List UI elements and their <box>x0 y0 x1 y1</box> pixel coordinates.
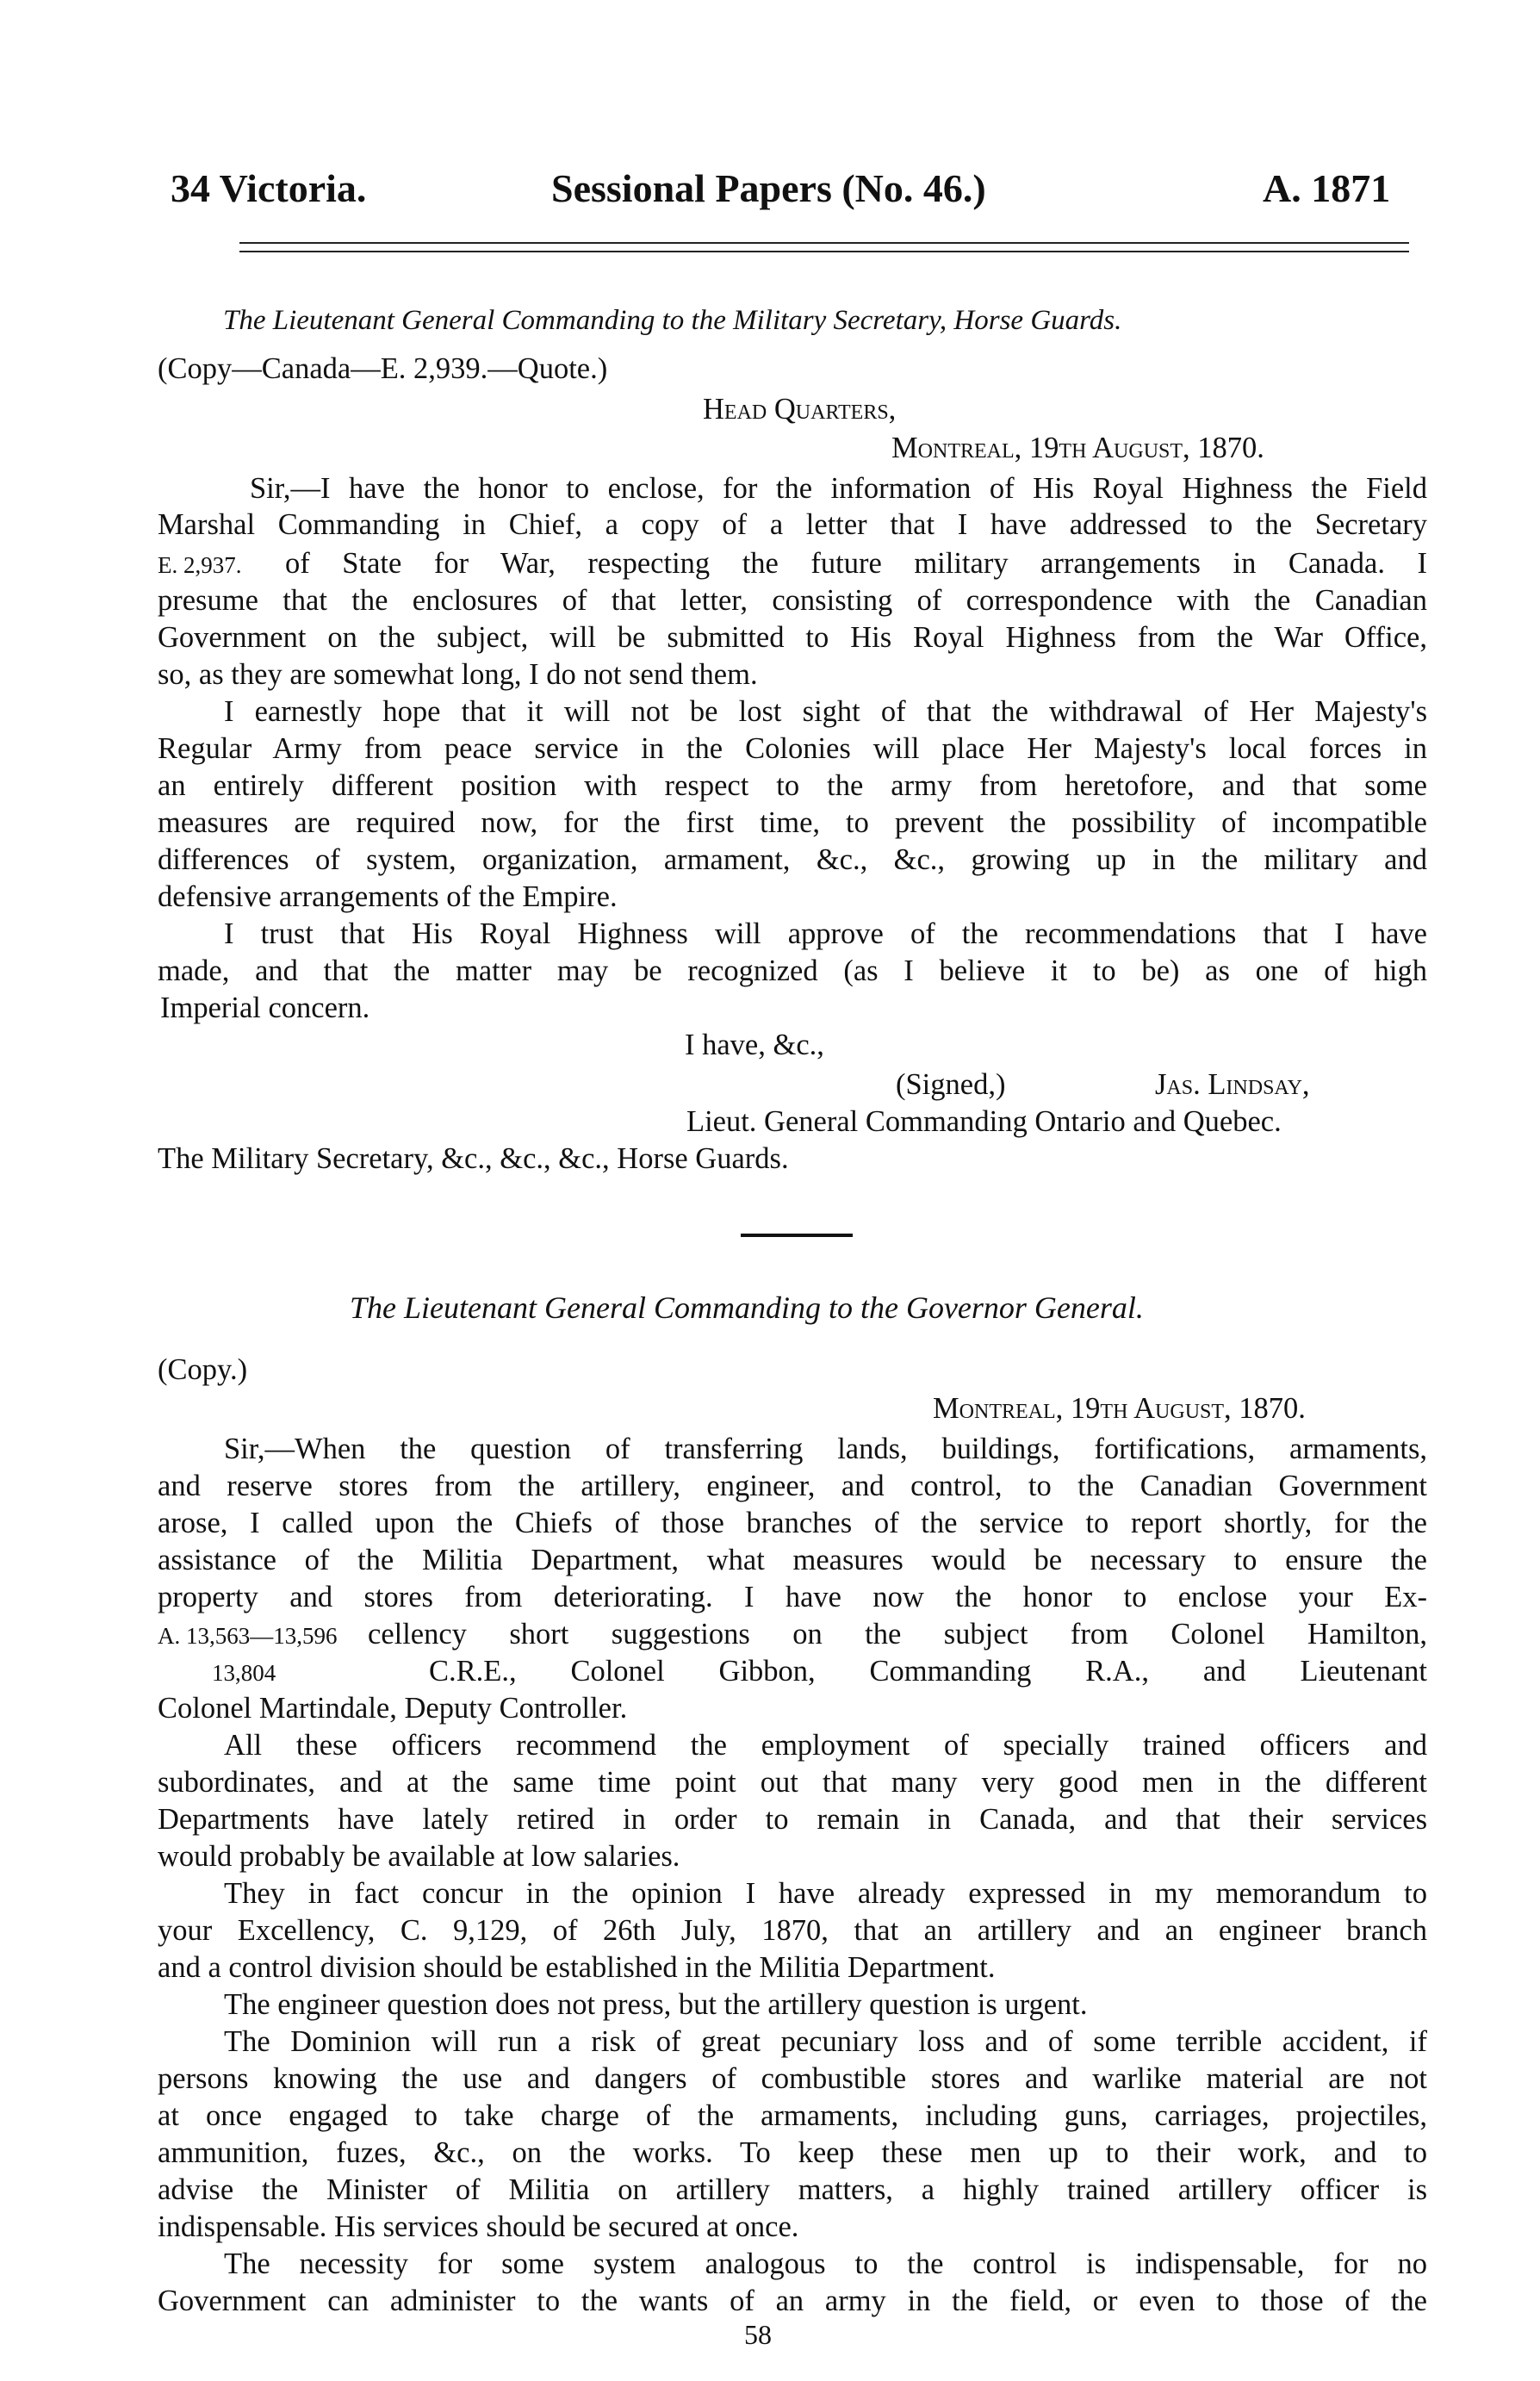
letter2-margin-note: A. 13,563—13,596 <box>158 1623 338 1649</box>
letter2-line: C.R.E., Colonel Gibbon, Commanding R.A., and Lieutenant <box>429 1655 1427 1688</box>
letter1-line: I trust that His Royal Highness will approve of the recommendations that I have <box>224 917 1427 950</box>
letter1-date: Montreal, 19th August, 1870. <box>891 432 1264 464</box>
letter1-line: so, as they are somewhat long, I do not send them. <box>158 658 758 691</box>
letter2-line: ammunition, fuzes, &c., on the works. To keep these men up to their work, and to <box>158 2136 1427 2169</box>
letter2-line: and reserve stores from the artillery, engineer, and control, to the Canadian Government <box>158 1470 1427 1502</box>
letter1-title: The Lieutenant General Commanding to the Military Secretary, Horse Guards. <box>223 305 1122 336</box>
letter2-line: assistance of the Militia Department, what measures would be necessary to ensure the <box>158 1544 1427 1576</box>
letter2-line: arose, I called upon the Chiefs of those branches of the service to report shortly, for the <box>158 1507 1427 1539</box>
page-number: 58 <box>744 2319 772 2350</box>
letter1-margin-note: E. 2,937. <box>158 552 242 578</box>
letter1-signature: Jas. Lindsay, <box>1155 1068 1310 1101</box>
letter1-line: measures are required now, for the first time, to prevent the possibility of incompatible <box>158 806 1427 839</box>
letter2-line: would probably be available at low salaries. <box>158 1840 680 1873</box>
letter2-line: The necessity for some system analogous to the control is indispensable, for no <box>224 2247 1427 2280</box>
letter2-line: your Excellency, C. 9,129, of 26th July, 1870, that an artillery and an engineer branch <box>158 1914 1427 1947</box>
letter2-line: The engineer question does not press, but the artillery question is urgent. <box>224 1988 1088 2021</box>
letter2-line: Departments have lately retired in order to remain in Canada, and that their services <box>158 1803 1427 1836</box>
letter2-line: Colonel Martindale, Deputy Controller. <box>158 1692 628 1725</box>
letter2-line: The Dominion will run a risk of great pecuniary loss and of some terrible accident, if <box>224 2025 1427 2058</box>
letter1-rank: Lieut. General Commanding Ontario and Quebec. <box>686 1105 1282 1138</box>
letter2-line: They in fact concur in the opinion I have already expressed in my memorandum to <box>224 1877 1427 1910</box>
header-year: A. 1871 <box>1263 166 1391 210</box>
letter2-line: persons knowing the use and dangers of combustible stores and warlike material are not <box>158 2062 1427 2095</box>
letter1-line: of State for War, respecting the future military arrangements in Canada. I <box>285 547 1427 580</box>
letter1-signed: (Signed,) <box>896 1068 1006 1101</box>
letter2-line: advise the Minister of Militia on artillery matters, a highly trained artillery officer is <box>158 2173 1427 2206</box>
header-rule-top <box>239 242 1409 244</box>
letter1-line: defensive arrangements of the Empire. <box>158 880 618 913</box>
letter2-line: property and stores from deteriorating. I have now the honor to enclose your Ex- <box>158 1581 1427 1613</box>
letter2-line: subordinates, and at the same time point out that many very good men in the different <box>158 1766 1427 1799</box>
letter1-line: Regular Army from peace service in the Colonies will place Her Majesty's local forces in <box>158 732 1427 765</box>
header-title: Sessional Papers (No. 46.) <box>551 166 986 210</box>
letter1-line: Government on the subject, will be submitted to His Royal Highness from the War Office, <box>158 621 1427 654</box>
header-rule-bottom <box>239 251 1409 252</box>
letter1-line: an entirely different position with respect to the army from heretofore, and that some <box>158 769 1427 802</box>
letter1-line: made, and that the matter may be recognized (as I believe it to be) as one of high <box>158 954 1427 987</box>
letter2-line: at once engaged to take charge of the armaments, including guns, carriages, projectiles, <box>158 2099 1427 2132</box>
header-session: 34 Victoria. <box>171 166 367 210</box>
letter1-line: Imperial concern. <box>160 992 370 1024</box>
letter2-date: Montreal, 19th August, 1870. <box>933 1392 1306 1425</box>
letter2-ref: (Copy.) <box>158 1353 248 1386</box>
letter1-line: I earnestly hope that it will not be lost sight of that the withdrawal of Her Majesty's <box>224 695 1427 728</box>
letter2-line: and a control division should be established in the Militia Department. <box>158 1951 996 1984</box>
letter1-line: differences of system, organization, armament, &c., &c., growing up in the military and <box>158 843 1427 876</box>
letter1-ref: (Copy—Canada—E. 2,939.—Quote.) <box>158 352 608 385</box>
letter1-addressee: The Military Secretary, &c., &c., &c., Horse Guards. <box>158 1142 789 1175</box>
letter2-line: Sir,—When the question of transferring lands, buildings, fortifications, armaments, <box>224 1433 1427 1465</box>
letter2-line: All these officers recommend the employment of specially trained officers and <box>224 1729 1427 1762</box>
letter1-place: Head Quarters, <box>703 393 897 426</box>
section-divider <box>741 1234 853 1237</box>
letter1-line: Sir,—I have the honor to enclose, for the information of His Royal Highness the Field <box>250 472 1427 505</box>
letter2-title: The Lieutenant General Commanding to the Governor General. <box>350 1290 1144 1325</box>
letter2-line: Government can administer to the wants of an army in the field, or even to those of the <box>158 2285 1427 2317</box>
letter1-line: presume that the enclosures of that letter, consisting of correspondence with the Canadian <box>158 584 1427 617</box>
letter2-line: indispensable. His services should be secured at once. <box>158 2210 799 2243</box>
letter1-closing: I have, &c., <box>685 1029 824 1061</box>
letter2-line: cellency short suggestions on the subject from Colonel Hamilton, <box>368 1618 1427 1651</box>
letter2-margin-note: 13,804 <box>212 1660 276 1686</box>
letter1-line: Marshal Commanding in Chief, a copy of a letter that I have addressed to the Secretary <box>158 508 1427 541</box>
